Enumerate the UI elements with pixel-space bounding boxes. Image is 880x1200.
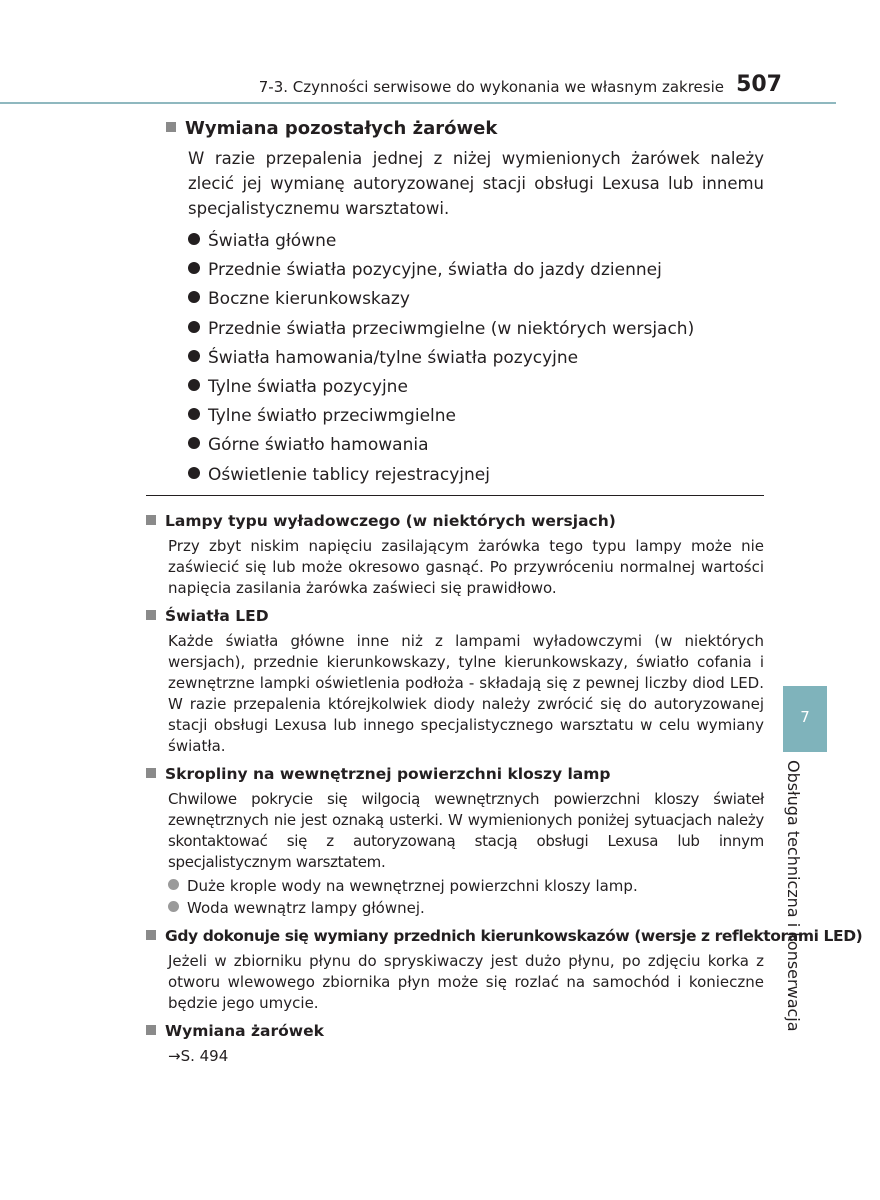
note-discharge	[146, 509, 768, 599]
bullet-icon	[188, 437, 200, 449]
bullet-icon	[188, 379, 200, 391]
list-item: Przednie światła przeciwmgielne (w niektórych wersjach)	[188, 315, 776, 344]
list-item: Przednie światła pozycyjne, światła do jazdy dziennej	[188, 256, 776, 285]
divider	[146, 495, 764, 496]
note-replacement	[146, 1019, 768, 1067]
note-text: Przy zbyt niskim napięciu zasilającym żarówka tego typu lampy może nie zaświecić się lub może okresowo gasnąć. Po przywróceniu normalnej wartości napięcia zasilania żarówka zaświeci się prawidłowo.	[168, 537, 764, 597]
square-bullet-icon	[166, 122, 176, 132]
page-reference-link[interactable]: →S. 494	[168, 1047, 229, 1065]
square-bullet-icon	[146, 1025, 156, 1035]
list-item: Oświetlenie tablicy rejestracyjnej	[188, 461, 776, 490]
note-text: Chwilowe pokrycie się wilgocią wewnętrznych powierzchni kloszy świateł zewnętrznych nie jest oznaką usterki. W wymienionych poniżej sytuacjach należy skontaktować się z autoryzowaną stacją obsługi Lexusa lub innym specjalistycznym warsztatem.	[168, 790, 764, 871]
bulb-list	[188, 227, 776, 490]
main-section	[166, 116, 776, 490]
bullet-icon	[188, 321, 200, 333]
chapter-side-label: Obsługa techniczna i konserwacja	[784, 760, 803, 1032]
bullet-icon	[188, 291, 200, 303]
note-heading: Światła LED	[146, 604, 768, 628]
square-bullet-icon	[146, 610, 156, 620]
note-turn-signals	[146, 924, 863, 1014]
page-header	[0, 66, 836, 104]
note-heading: Skropliny na wewnętrznej powierzchni kloszy lamp	[146, 762, 768, 786]
square-bullet-icon	[146, 515, 156, 525]
section-heading	[166, 116, 776, 142]
condensation-list	[168, 875, 768, 919]
page-number: 507	[736, 72, 782, 97]
list-item: Tylne światła pozycyjne	[188, 373, 776, 402]
list-item: Światła hamowania/tylne światła pozycyjne	[188, 344, 776, 373]
list-item: Tylne światło przeciwmgielne	[188, 402, 776, 431]
note-heading: Gdy dokonuje się wymiany przednich kierunkowskazów (wersje z reflektorami LED)	[146, 924, 768, 948]
square-bullet-icon	[146, 768, 156, 778]
list-item: Duże krople wody na wewnętrznej powierzchni kloszy lamp.	[168, 875, 768, 897]
list-item: Górne światło hamowania	[188, 431, 776, 460]
note-condensation	[146, 762, 768, 919]
list-item: Boczne kierunkowskazy	[188, 285, 776, 314]
note-led	[146, 604, 768, 757]
list-item: Woda wewnątrz lampy głównej.	[168, 897, 768, 919]
chapter-tab: 7	[783, 686, 827, 752]
note-text: Każde światła główne inne niż z lampami wyładowczymi (w niektórych wersjach), przednie kierunkowskazy, tylne kierunkowskazy, światło cofania i zewnętrzne lampki oświetlenia podłoża - składają się z pewnej liczby diod LED. W razie przepalenia którejkolwiek diody należy zwrócić się do autoryzowanej stacji obsługi Lexusa lub innego specjalistycznego warsztatu w celu wymiany światła.	[168, 632, 764, 755]
square-bullet-icon	[146, 930, 156, 940]
bullet-icon	[188, 233, 200, 245]
bullet-icon	[188, 262, 200, 274]
bullet-icon	[168, 879, 179, 890]
bullet-icon	[168, 901, 179, 912]
note-text: Jeżeli w zbiorniku płynu do spryskiwaczy jest dużo płynu, po zdjęciu korka z otworu wlewowego zbiornika płyn może się rozlać na samochód i konieczne będzie jego umycie.	[168, 952, 764, 1012]
bullet-icon	[188, 408, 200, 420]
bullet-icon	[188, 467, 200, 479]
section-text: W razie przepalenia jednej z niżej wymienionych żarówek należy zlecić jej wymianę autoryzowanej stacji obsługi Lexusa lub innemu specjalistycznemu warsztatowi.	[188, 149, 764, 218]
note-heading: Lampy typu wyładowczego (w niektórych wersjach)	[146, 509, 768, 533]
note-heading: Wymiana żarówek	[146, 1019, 768, 1043]
list-item: Światła główne	[188, 227, 776, 256]
bullet-icon	[188, 350, 200, 362]
chapter-title: 7-3. Czynności serwisowe do wykonania we własnym zakresie	[258, 78, 724, 96]
section-heading-text: Wymiana pozostałych żarówek	[185, 118, 498, 139]
